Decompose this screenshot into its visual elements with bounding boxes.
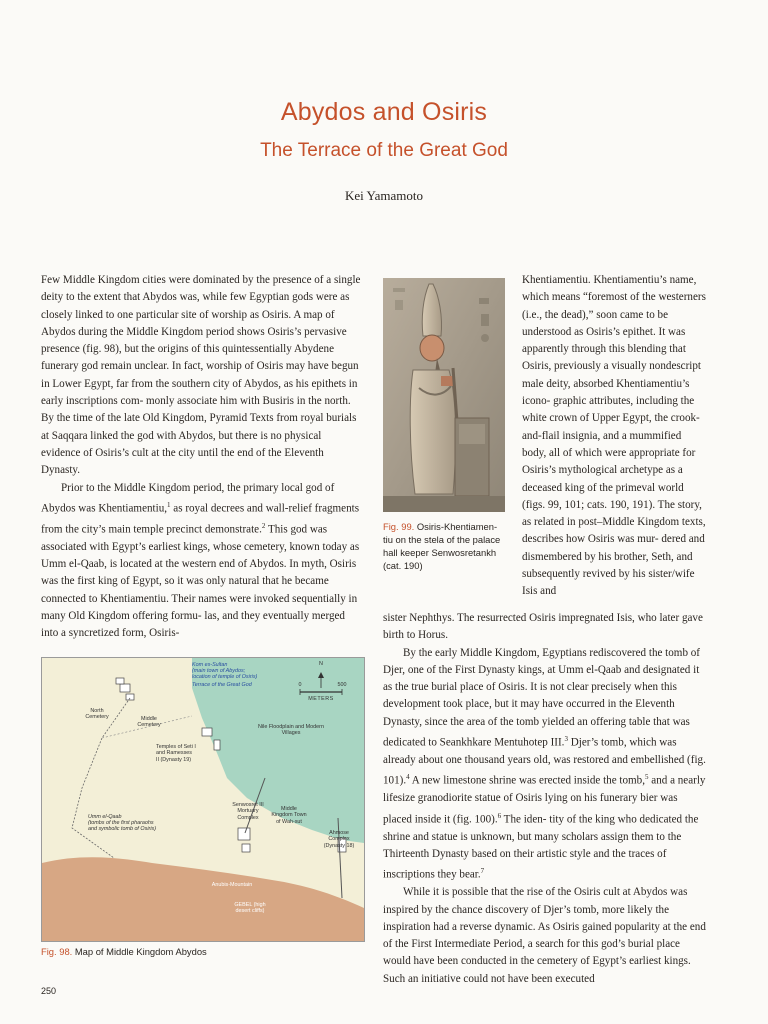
paragraph: While it is possible that the rise of the Osiris cult at Abydos was inspired by the chance discovery of Djer’s tomb, more likely the inspiration had a reverse dynamic. As Osiris gained popularity at the end of the First Intermediate Period, a search for this god’s burial place would have been conducted in the cemetery of Egypt’s earliest kings. Such an initiative could not have been executed bbox=[383, 886, 706, 985]
figure-caption bbox=[41, 945, 371, 958]
map-label: Middle Cemetery bbox=[137, 716, 161, 729]
chapter-title: Abydos and Osiris bbox=[280, 98, 488, 126]
map-label: Anubis-Mountain bbox=[211, 882, 253, 888]
paragraph bbox=[383, 645, 708, 885]
figure-caption bbox=[383, 520, 507, 572]
map-label: Middle Kingdom Town of Wah-sut bbox=[271, 806, 307, 825]
map-label: Umm el-Qaab bbox=[88, 814, 122, 820]
text-run: Prior to the Middle Kingdom period, the primary local god of Abydos was Khentiamentiu, bbox=[41, 481, 335, 515]
paragraph: sister Nephthys. The resurrected Osiris impregnated Isis, who later gave birth to Horus. bbox=[383, 612, 703, 642]
page-number: 250 bbox=[41, 986, 57, 996]
map-label: Terrace of the Great God bbox=[192, 682, 252, 688]
column-right-wrapped bbox=[522, 272, 708, 601]
text-run: By the early Middle Kingdom, Egyptians rediscovered the tomb of Djer, one of the First Dynasty kings, at Umm el-Qaab and designated it as the true burial place of Osiris. It is not clear precisely when this development took place, but it may have occurred in the Eleventh Dynasty, since the area of the tomb yielded an offering table that was dedicated to Seankhkare Mentuhotep III. bbox=[383, 646, 701, 749]
map-label: Senwosret III Mortuary Complex bbox=[232, 802, 264, 821]
footnote-ref[interactable]: 6 bbox=[497, 811, 502, 820]
text-run: A new limestone shrine was erected inside the tomb, bbox=[409, 775, 645, 788]
chapter-subtitle: The Terrace of the Great God bbox=[260, 140, 508, 161]
caption-text: Osiris-Khentiamen- tiu on the stela of the palace hall keeper Senwosretankh (cat. 190) bbox=[383, 521, 501, 571]
footnote-ref[interactable]: 1 bbox=[167, 500, 171, 509]
text-run: as royal decrees and wall-relief fragments from the city’s main temple precinct demonstrate. bbox=[41, 502, 360, 536]
text-run: Djer’s tomb, which was already about one thousand years old, was restored and embellished (fig. 101). bbox=[383, 736, 706, 788]
column-left bbox=[41, 272, 363, 643]
map-label: (tombs of the first pharaohs and symbolic tomb of Osiris) bbox=[88, 820, 157, 833]
figure-label: Fig. 99. bbox=[383, 521, 415, 532]
author-name: Kei Yamamoto bbox=[345, 188, 423, 203]
paragraph: Khentiamentiu. Khentiamentiu’s name, which means “foremost of the westerners (i.e., the dead),” soon came to be understood as Osiris’s epithet. It was apparently through this blending that Osiris, previously a visually nondescript male deity, absorbed Khentiamentiu’s icono- graphic attributes, including the white crown of Upper Egypt, the crook- and-flail insignia, and a mummified body, all of which were appropriate for Osiris’s mythological archetype as a deceased king of the primeval world (figs. 99, 101; cats. 190, 191). The story, as related in post–Middle Kingdom texts, describes how Osiris was mur- dered and dismembered by his brother, Seth, and subsequently revived by his sister/wife Isis and bbox=[522, 274, 706, 598]
map-scale-units: METERS bbox=[308, 696, 334, 702]
desert-area bbox=[42, 857, 364, 941]
caption-text: Map of Middle Kingdom Abydos bbox=[72, 946, 207, 957]
abydos-map bbox=[41, 657, 365, 942]
footnote-ref[interactable]: 2 bbox=[261, 521, 266, 530]
map-north-arrow-label: N bbox=[319, 661, 323, 667]
map-scale-label: 0 bbox=[298, 682, 302, 688]
relief-illustration bbox=[383, 278, 505, 512]
map-label: North Cemetery bbox=[85, 708, 109, 721]
map-label: Kom es-Sultan bbox=[192, 662, 228, 668]
footnote-ref[interactable]: 4 bbox=[406, 773, 410, 782]
footnote-ref[interactable]: 7 bbox=[480, 867, 485, 876]
footnote-ref[interactable]: 3 bbox=[564, 735, 568, 744]
map-label: Ahmose Complex (Dynasty 18) bbox=[323, 830, 355, 849]
text-run: The iden- tity of the king who dedicated the shrine and statue is unknown, but many scholars assign them to the Thirteenth Dynasty based on their artistic style and the traces of inscriptions they bear. bbox=[383, 813, 699, 881]
map-label: (main town of Abydos; location of temple of Osiris) bbox=[192, 668, 258, 681]
text-run: and a nearly lifesize granodiorite statue of Osiris lying on his funerary bier was placed inside it (fig. 100). bbox=[383, 775, 706, 826]
text-run: This god was associated with Egypt’s earliest kings, whose cemetery, known today as Umm el-Qaab, is located at the western end of Abydos. In myth, Osiris was the first king of Egypt, so it was only natural that he became connected to Khentiamentiu. Their names were invoked sequentially in many Old Kingdom offering formu- las, and they eventually merged into a syncretized form, Osiris- bbox=[41, 523, 360, 640]
map-label: GEBEL (high desert cliffs) bbox=[234, 902, 266, 915]
footnote-ref[interactable]: 5 bbox=[645, 773, 649, 782]
map-scale-label: 500 bbox=[337, 682, 347, 688]
stela-relief-image bbox=[383, 278, 505, 512]
paragraph: Few Middle Kingdom cities were dominated by the presence of a single deity to the extent that Abydos was, while few Egyptian gods were as closely linked to one particular site of worship as Osiris. A map of Abydos during the Middle Kingdom period shows Osiris’s pervasive presence (fig. 98), but the origins of this quintessentially Abydene funerary god remain unclear. In fact, worship of Osiris may have begun in Lower Egypt, far from the southern city of Abydos, as his epithets in early inscriptions com- monly associate him with Busiris in the north. By the time of the late Old Kingdom, Pyramid Texts from royal burials at Saqqara linked the god with Abydos, but there is no physical evidence of Osiris’s cult at the city until the end of the Eleventh Dynasty. bbox=[41, 274, 361, 477]
column-right bbox=[383, 610, 708, 988]
figure-label: Fig. 98. bbox=[41, 946, 73, 957]
paragraph bbox=[41, 480, 363, 643]
map-label: Nile Floodplain and Modern Villages bbox=[258, 724, 324, 737]
map-label: Temples of Seti I and Ramesses II (Dynasty 19) bbox=[156, 744, 196, 763]
